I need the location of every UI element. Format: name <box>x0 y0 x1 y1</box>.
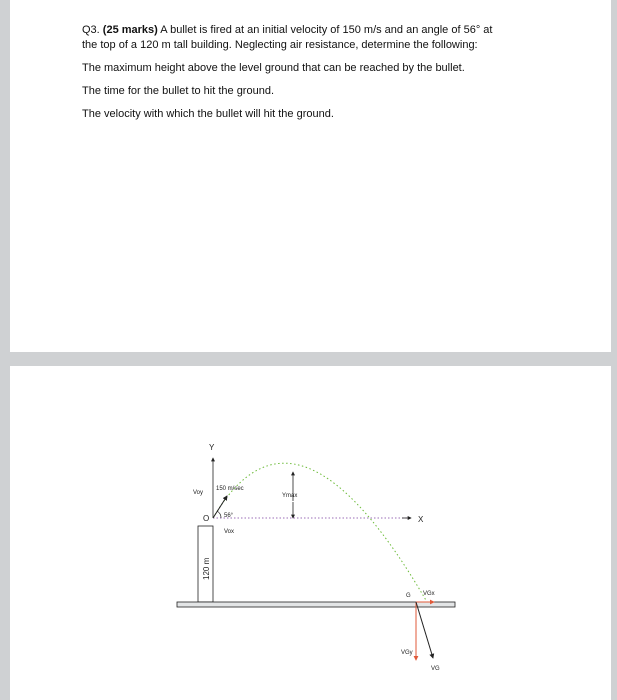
question-panel <box>10 0 611 352</box>
vgy-label: VGy <box>401 650 413 656</box>
x-axis-label: X <box>418 515 424 524</box>
question-intro-line-2: the top of a 120 m tall building. Neglecting air resistance, determine the following: <box>82 39 478 51</box>
vgx-label: VGx <box>423 591 435 597</box>
impact-point-label: G <box>406 593 411 599</box>
vg-label: VG <box>431 666 440 672</box>
question-intro-line-1 <box>82 23 492 37</box>
origin-label: O <box>203 514 210 523</box>
question-number: Q3. <box>82 24 100 36</box>
angle-label: 56° <box>224 513 234 519</box>
vg-vector <box>416 602 433 658</box>
projectile-diagram <box>10 366 611 700</box>
diagram-panel <box>10 366 611 700</box>
question-part-3: The velocity with which the bullet will hit the ground. <box>82 108 334 120</box>
ground <box>177 602 455 607</box>
ymax-label: Ymax <box>282 493 298 499</box>
vox-label: Vox <box>224 529 235 535</box>
velocity-label: 150 m/sec <box>216 486 244 492</box>
building-height-label: 120 m <box>202 557 211 580</box>
question-part-2: The time for the bullet to hit the ground. <box>82 85 275 97</box>
voy-label: Voy <box>193 490 204 496</box>
question-marks: (25 marks) <box>102 24 158 36</box>
angle-arc <box>217 511 221 518</box>
question-intro-text: A bullet is fired at an initial velocity of 150 m/s and an angle of 56° at <box>157 24 493 36</box>
question-part-1: The maximum height above the level ground that can be reached by the bullet. <box>82 62 465 74</box>
y-axis-label: Y <box>209 443 215 452</box>
trajectory-curve <box>213 463 427 602</box>
